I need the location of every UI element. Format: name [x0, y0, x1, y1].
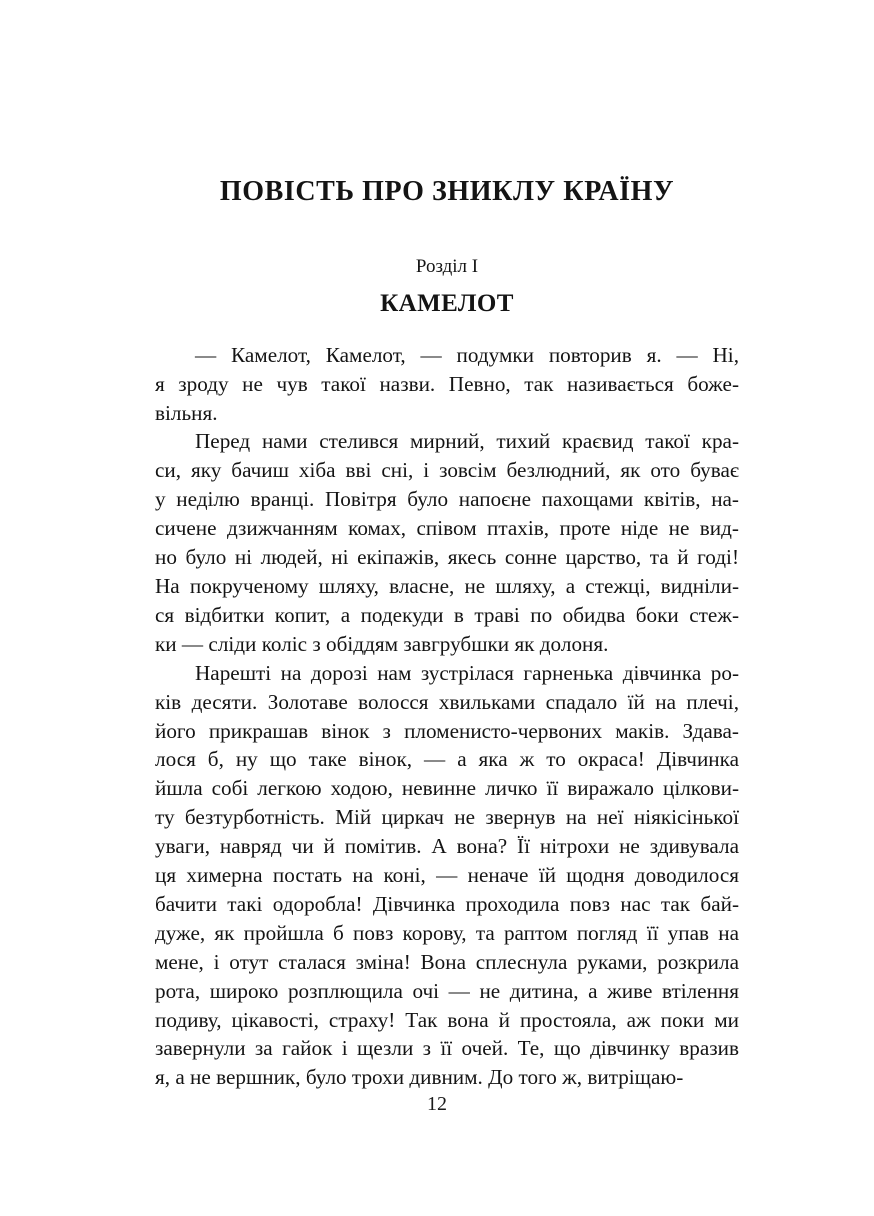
- text-line: уваги, навряд чи й помітив. А вона? Її нітрохи не здивувала: [155, 834, 739, 859]
- text-line: подиву, цікавості, страху! Так вона й простояла, аж поки ми: [155, 1007, 739, 1032]
- text-line: бачити такі одоробла! Дівчинка проходила повз нас так бай-: [155, 891, 739, 916]
- text-line: си, яку бачиш хіба вві сні, і зовсім безлюдний, як ото буває: [155, 458, 739, 483]
- text-line: я зроду не чув такої назви. Певно, так називається боже-: [155, 371, 739, 396]
- chapter-title: КАМЕЛОТ: [380, 289, 514, 317]
- text-line: На покрученому шляху, власне, не шляху, а стежці, видніли-: [155, 573, 739, 598]
- text-line: у неділю вранці. Повітря було напоєне пахощами квітів, на-: [155, 487, 739, 512]
- text-line: сичене дзижчанням комах, співом птахів, проте ніде не вид-: [155, 516, 739, 541]
- text-line: Нарешті на дорозі нам зустрілася гарненька дівчинка ро-: [195, 660, 739, 685]
- body-text: [155, 319, 739, 1093]
- text-line: його прикрашав вінок з пломенисто-червоних маків. Здава-: [155, 718, 739, 743]
- text-line: Перед нами стелився мирний, тихий краєвид такої кра-: [195, 429, 739, 454]
- text-line: — Камелот, Камелот, — подумки повторив я. — Ні,: [195, 342, 739, 367]
- text-line: ця химерна постать на коні, — неначе їй щодня доводилося: [155, 863, 739, 888]
- text-line: рота, широко розплющила очі — не дитина, а живе втілення: [155, 978, 739, 1003]
- paragraph: [155, 659, 739, 1093]
- text-line: ся відбитки копит, а подекуди в траві по обидва боки стеж-: [155, 602, 739, 627]
- text-line: ки — сліди коліс з обіддям завгрубшки як долоня.: [155, 631, 609, 656]
- text-line: ків десяти. Золотаве волосся хвильками спадало їй на плечі,: [155, 689, 739, 714]
- text-line: дуже, як пройшла б повз корову, та раптом погляд її упав на: [155, 920, 739, 945]
- text-line: лося б, ну що таке вінок, — а яка ж то окраса! Дівчинка: [155, 747, 739, 772]
- page-title: ПОВІСТЬ ПРО ЗНИКЛУ КРАЇНУ: [219, 176, 675, 207]
- text-line: завернули за гайок і щезли з її очей. Те, що дівчинку вразив: [155, 1036, 739, 1061]
- page-number: 12: [427, 1093, 447, 1115]
- text-line: но було ні людей, ні екіпажів, якесь сонне царство, та й годі!: [155, 545, 739, 570]
- text-line: вільня.: [155, 400, 218, 425]
- page-content: [155, 0, 739, 1092]
- text-line: мене, і отут сталася зміна! Вона сплеснула руками, розкрила: [155, 949, 739, 974]
- text-line: ту безтурботність. Мій циркач не звернув на неї ніякісінької: [155, 805, 739, 830]
- paragraph: [155, 341, 739, 428]
- paragraph: [155, 427, 739, 658]
- chapter-number: Розділ I: [415, 256, 479, 278]
- text-line: я, а не вершник, було трохи дивним. До того ж, витріщаю-: [155, 1065, 684, 1090]
- text-line: йшла собі легкою ходою, невинне личко її виражало цілкови-: [155, 776, 739, 801]
